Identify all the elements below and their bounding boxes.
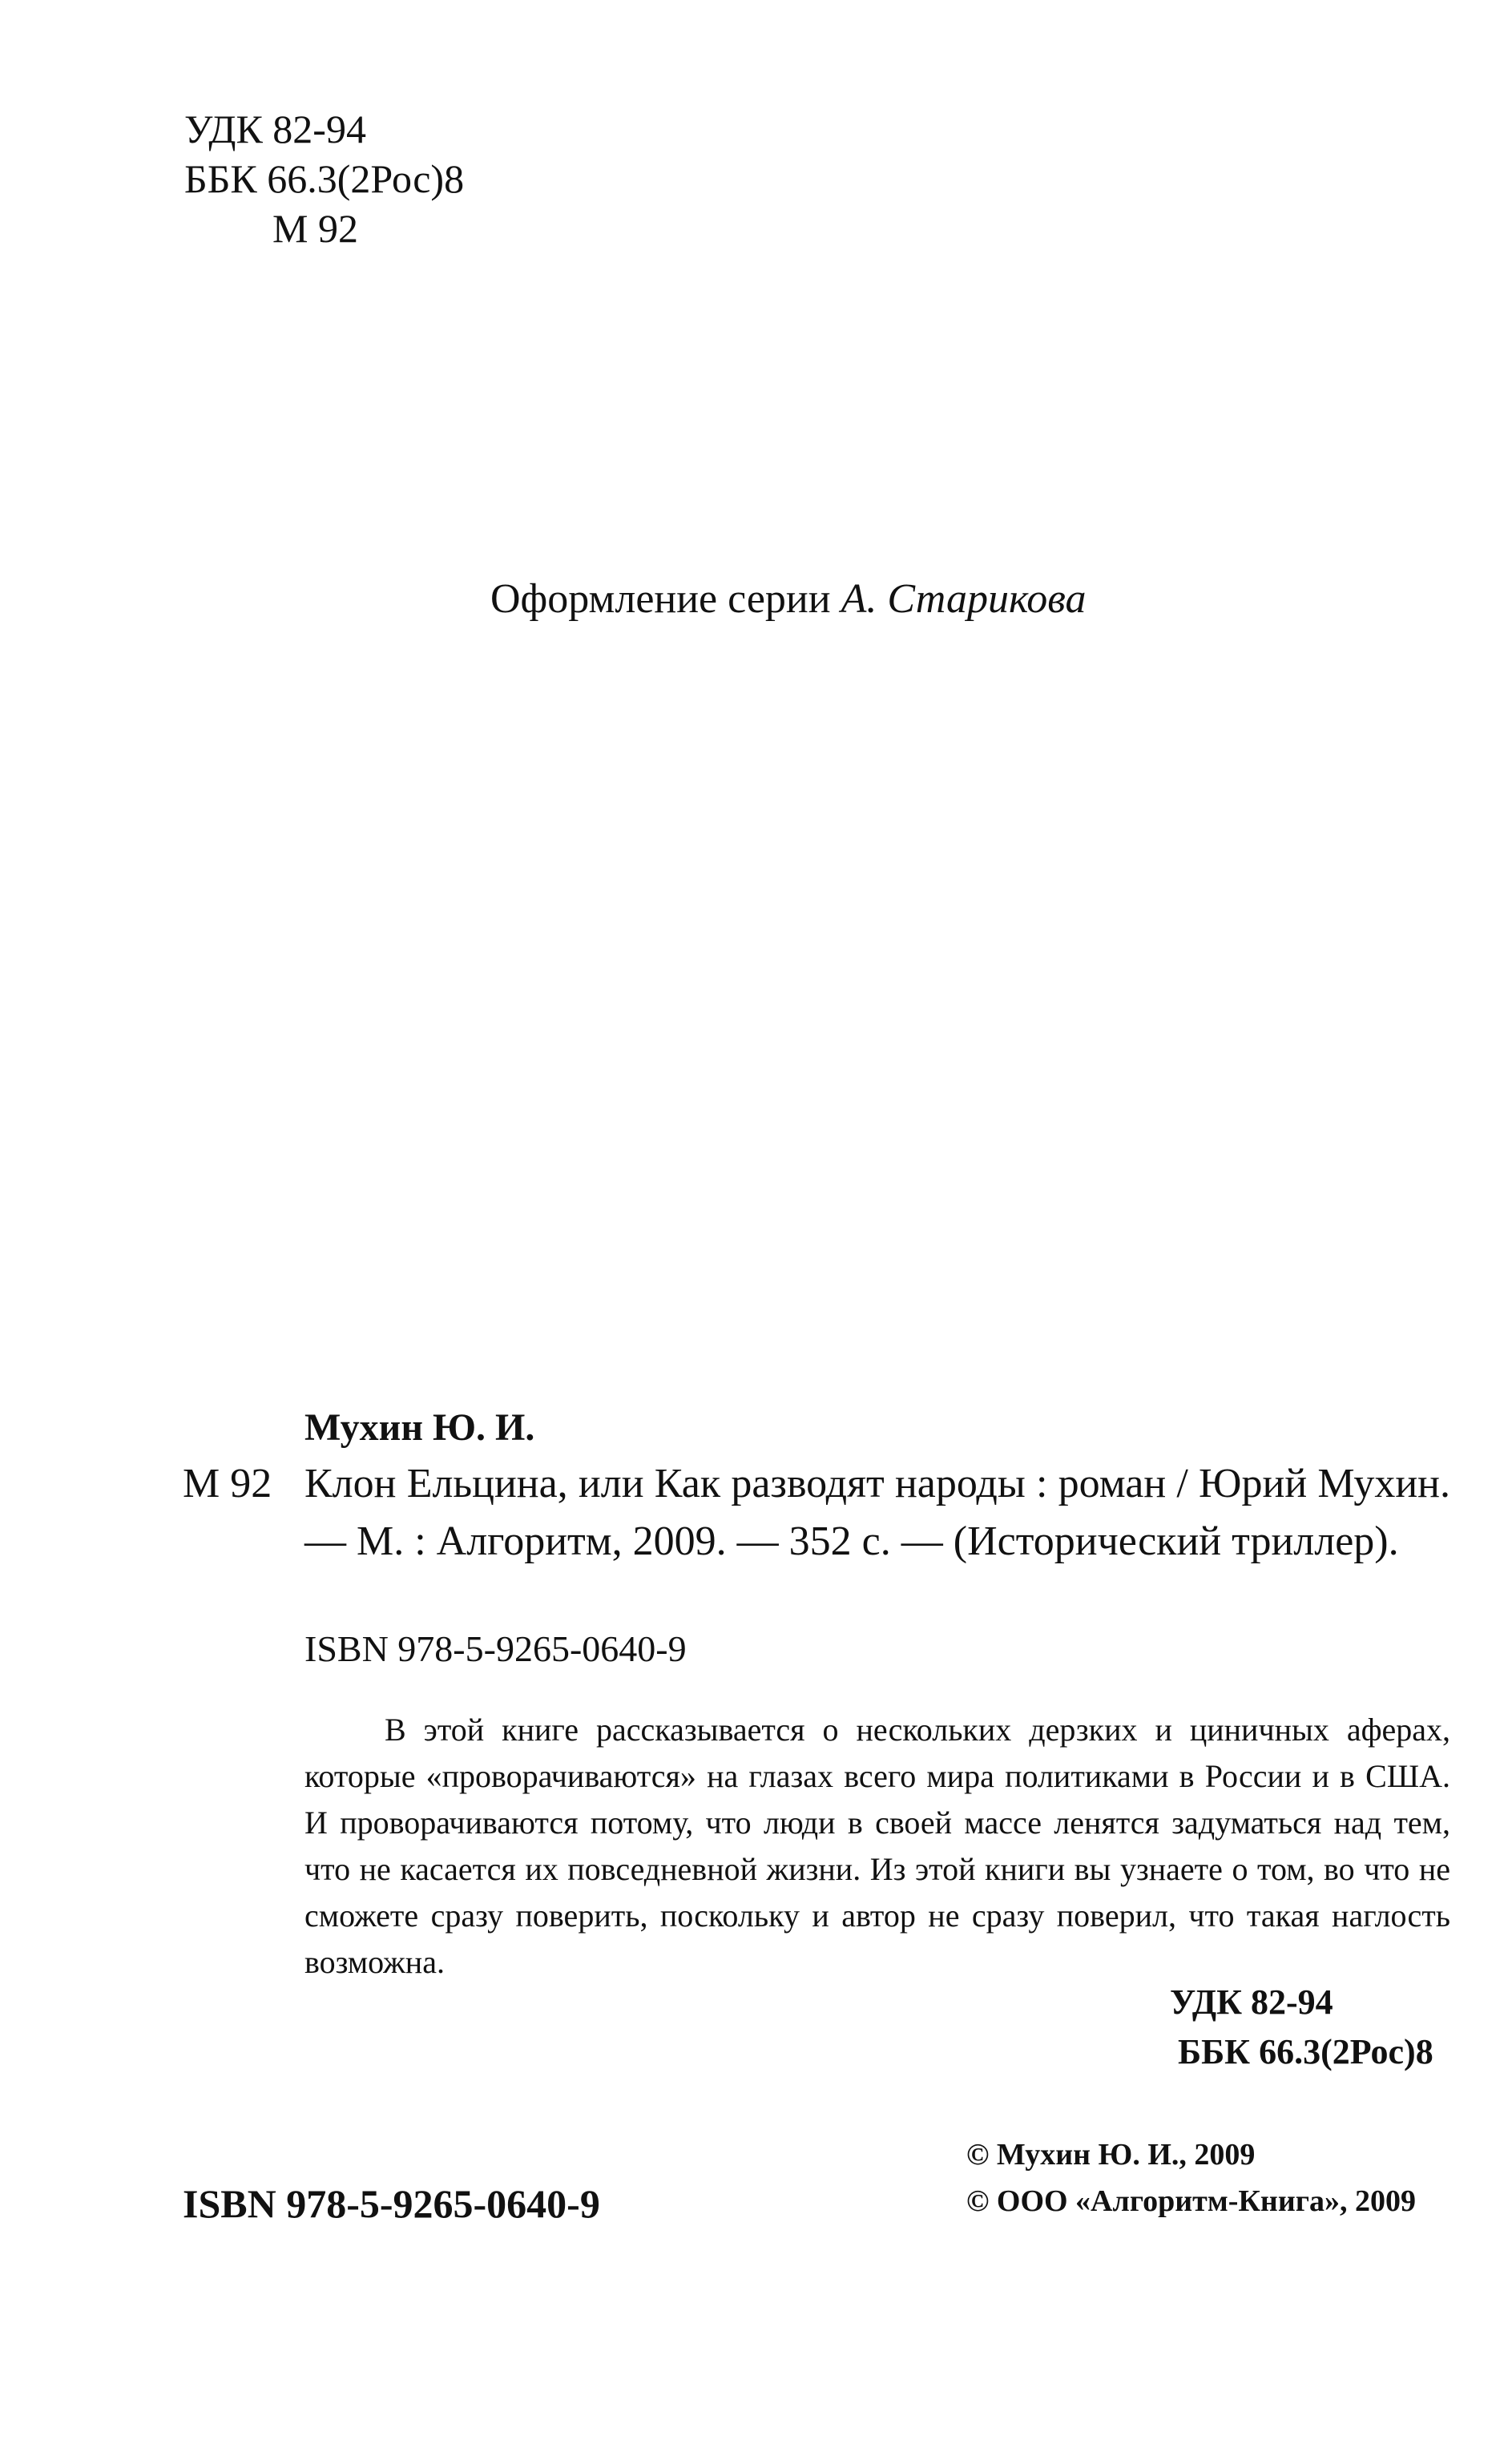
- bibliographic-entry: Клон Ельцина, или Как разводят народы : роман / Юрий Мухин. — М. : Алгоритм, 2009. — 352 с. — (Исторический триллер).: [304, 1461, 1450, 1564]
- udk-code-top: УДК 82-94: [184, 107, 366, 151]
- bbk-code-bottom: ББК 66.3(2Рос)8: [1178, 2032, 1433, 2071]
- copyright-author: © Мухин Ю. И., 2009: [966, 2138, 1256, 2172]
- series-designer-name: А. Старикова: [841, 576, 1087, 622]
- isbn-footer: ISBN 978-5-9265-0640-9: [183, 2181, 600, 2226]
- author-heading: Мухин Ю. И.: [304, 1406, 535, 1449]
- udk-code-bottom: УДК 82-94: [1170, 1982, 1333, 2022]
- copyright-publisher: © ООО «Алгоритм-Книга», 2009: [966, 2184, 1416, 2218]
- author-code-top: М 92: [272, 206, 358, 251]
- book-abstract: В этой книге рассказывается о нескольких дерзких и циничных аферах, которые «проворачиваются» на глазах всего мира политиками в России и в США. И проворачиваются потому, что люди в своей массе ленятся задуматься над тем, что не касается их повседневной жизни. Из этой книги вы узнаете о том, во что не сможете сразу поверить, поскольку и автор не сразу поверил, что такая наглость возможна.: [304, 1712, 1450, 1980]
- author-code-left: М 92: [183, 1461, 272, 1506]
- isbn-entry: ISBN 978-5-9265-0640-9: [304, 1628, 687, 1669]
- bbk-code-top: ББК 66.3(2Рос)8: [184, 156, 465, 201]
- series-design-prefix: Оформление серии: [490, 576, 841, 622]
- series-design-credit: [490, 574, 1087, 625]
